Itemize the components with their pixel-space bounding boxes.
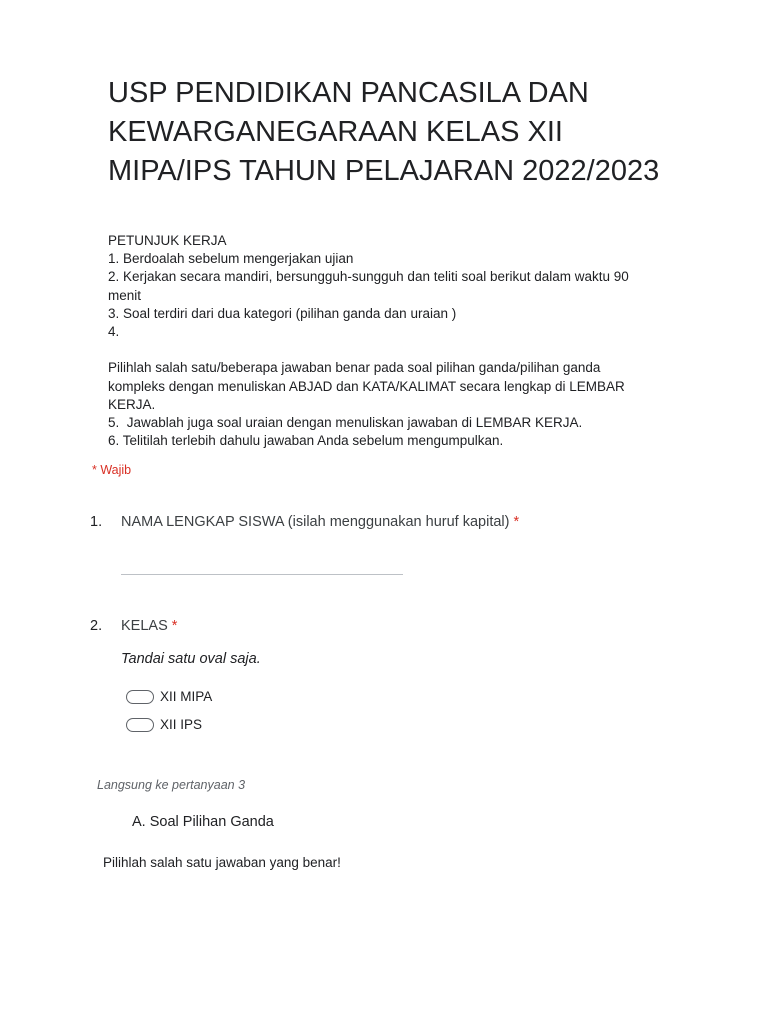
option-xii-mipa[interactable] [126, 689, 212, 704]
instruction-line: 5. Jawablah juga soal uraian dengan menuliskan jawaban di LEMBAR KERJA. [108, 415, 583, 431]
instruction-line: kompleks dengan menuliskan ABJAD dan KATA/KALIMAT secara lengkap di LEMBAR [108, 378, 625, 394]
question-2-number: 2. [90, 618, 103, 634]
question-2-hint: Tandai satu oval saja. [121, 651, 261, 667]
question-1-label: NAMA LENGKAP SISWA (isilah menggunakan huruf kapital) [121, 514, 510, 530]
instruction-line: 1. Berdoalah sebelum mengerjakan ujian [108, 251, 354, 267]
instruction-line: KERJA. [108, 396, 156, 412]
required-note: * Wajib [92, 463, 132, 477]
instruction-line: 4. [108, 324, 120, 340]
instruction-line: 2. Kerjakan secara mandiri, bersungguh-sungguh dan teliti soal berikut dalam waktu 90 [108, 269, 629, 285]
option-xii-ips[interactable] [126, 717, 202, 732]
question-1-title [121, 514, 519, 530]
instruction-spacer [108, 341, 678, 359]
instruction-line: 3. Soal terdiri dari dua kategori (pilihan ganda dan uraian ) [108, 305, 457, 321]
question-2-title [121, 618, 177, 634]
instruction-line: Pilihlah salah satu/beberapa jawaban benar pada soal pilihan ganda/pilihan ganda [108, 360, 601, 376]
name-answer-field[interactable] [121, 574, 403, 575]
question-1-number: 1. [90, 514, 103, 530]
instructions-heading: PETUNJUK KERJA [108, 233, 227, 248]
radio-oval-icon[interactable] [126, 690, 154, 704]
instruction-line: menit [108, 287, 142, 303]
question-2-label: KELAS [121, 618, 168, 634]
section-description: Pilihlah salah satu jawaban yang benar! [103, 855, 341, 870]
instruction-line: 6. Telitilah terlebih dahulu jawaban Anda sebelum mengumpulkan. [108, 433, 504, 449]
option-label: XII MIPA [160, 689, 213, 704]
radio-oval-icon[interactable] [126, 718, 154, 732]
required-star: * [171, 618, 178, 634]
form-instructions [108, 232, 678, 450]
section-title: A. Soal Pilihan Ganda [132, 814, 274, 830]
form-title: USP PENDIDIKAN PANCASILA DAN KEWARGANEGARAAN KELAS XII MIPA/IPS TAHUN PELAJARAN 2022/2023 [108, 77, 660, 187]
skip-logic-note: Langsung ke pertanyaan 3 [97, 778, 246, 792]
required-star: * [513, 514, 520, 530]
option-label: XII IPS [160, 717, 203, 732]
